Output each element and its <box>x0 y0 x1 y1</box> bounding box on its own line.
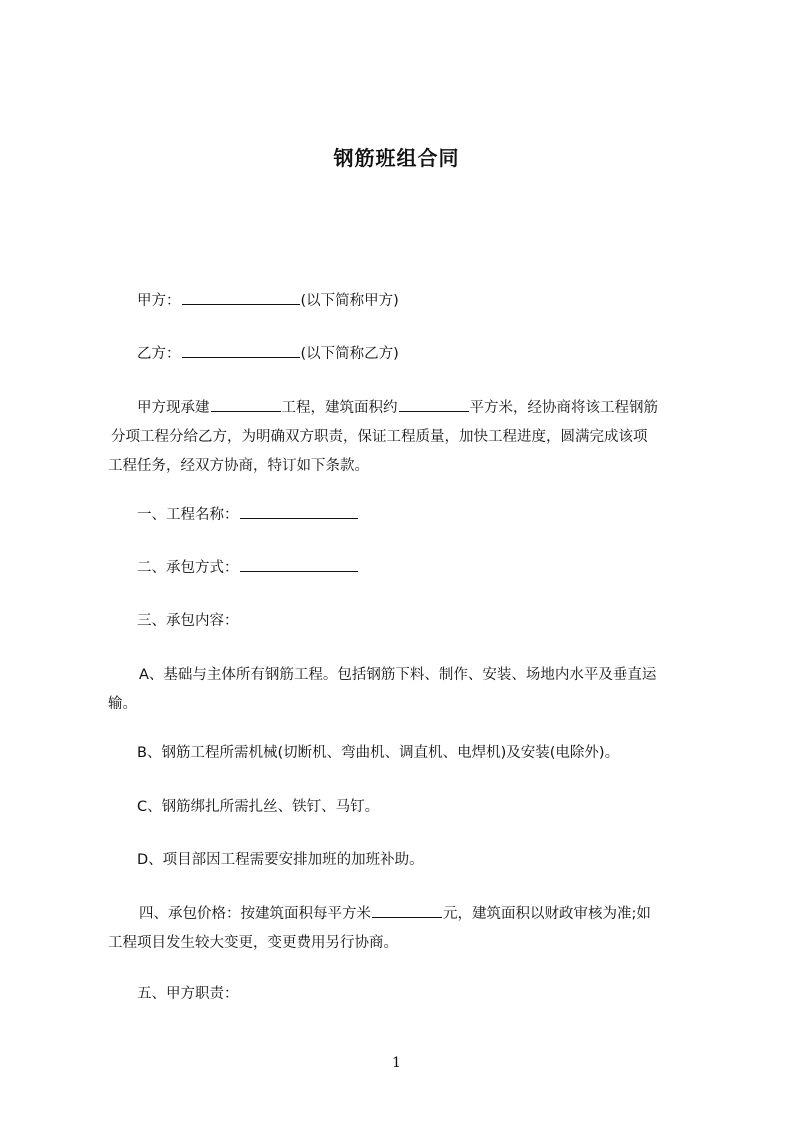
project-blank <box>211 396 281 412</box>
intro-line-2: 分项工程分给乙方，为明确双方职责，保证工程质量，加快工程进度，圆满完成该项 <box>111 429 648 445</box>
section-3 <box>108 607 741 636</box>
party-a-suffix: (以下简称甲方) <box>300 293 399 309</box>
item-b: B、钢筋工程所需机械(切断机、弯曲机、调直机、电焊机)及安装(电除外)。 <box>137 745 620 761</box>
item-d: D、项目部因工程需要安排加班的加班补助。 <box>137 852 424 868</box>
section-1-label: 一、工程名称： <box>137 507 239 523</box>
intro-line-1 <box>108 394 712 423</box>
item-a <box>108 661 712 719</box>
party-a-line <box>108 287 741 316</box>
section-1 <box>108 501 741 530</box>
item-a-line-1: A、基础与主体所有钢筋工程。包括钢筋下料、制作、安装、场地内水平及垂直运 <box>139 667 657 683</box>
intro-text-2: 工程，建筑面积约 <box>281 400 398 416</box>
intro-text-1: 甲方现承建 <box>137 400 210 416</box>
section-2-label: 二、承包方式： <box>137 560 239 576</box>
item-c: C、钢筋绑扎所需扎丝、铁钉、马钉。 <box>137 799 380 815</box>
party-b-line <box>108 340 741 369</box>
section-4-line-1 <box>108 900 712 929</box>
party-a-blank <box>182 289 300 305</box>
contract-method-blank <box>240 556 358 572</box>
section-4-line-2: 工程项目发生较大变更，变更费用另行协商。 <box>108 935 398 951</box>
document-title: 钢筋班组合同 <box>333 146 460 170</box>
unit-price-blank <box>372 902 442 918</box>
intro-text-3: 平方米，经协商将该工程钢筋 <box>469 400 658 416</box>
section-5-label: 五、甲方职责： <box>137 986 239 1002</box>
party-a-label: 甲方： <box>137 293 181 309</box>
area-blank <box>399 396 469 412</box>
section-5 <box>108 980 741 1009</box>
intro-paragraph <box>108 394 712 481</box>
section-2 <box>108 554 741 583</box>
project-name-blank <box>240 503 358 519</box>
party-b-suffix: (以下简称乙方) <box>300 346 399 362</box>
section-3-label: 三、承包内容： <box>137 613 239 629</box>
page-number: 1 <box>392 1055 401 1071</box>
section-4 <box>108 900 712 958</box>
party-b-label: 乙方： <box>137 346 181 362</box>
section-4-text-1: 四、承包价格：按建筑面积每平方米 <box>139 906 371 922</box>
section-4-text-2: 元，建筑面积以财政审核为准;如 <box>443 906 651 922</box>
intro-line-3: 工程任务，经双方协商，特订如下条款。 <box>108 458 369 474</box>
item-a-line-2: 输。 <box>108 696 137 712</box>
party-b-blank <box>182 342 300 358</box>
